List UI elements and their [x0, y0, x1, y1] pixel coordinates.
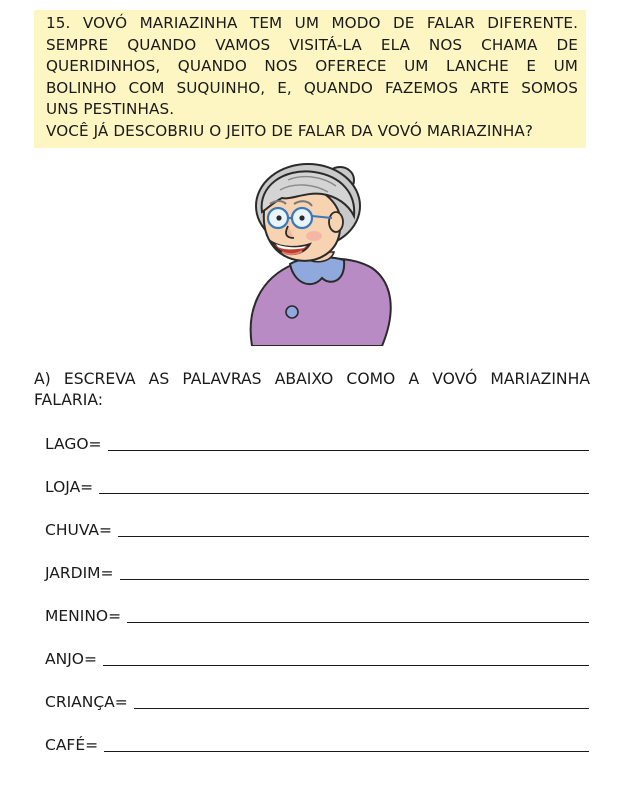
- word-row-chuva: [45, 516, 589, 540]
- instruction: [34, 369, 590, 411]
- answer-line[interactable]: [104, 750, 589, 752]
- word-row-anjo: [45, 645, 589, 669]
- dress-button: [286, 306, 298, 318]
- grandmother-illustration: [232, 160, 394, 346]
- answer-line[interactable]: [134, 707, 589, 709]
- word-label: JARDIM=: [45, 564, 114, 582]
- word-row-crianca: [45, 688, 589, 712]
- question-line-3: QUERIDINHOS, QUANDO NOS OFERECE UM LANCHE E UM: [46, 57, 578, 76]
- word-row-jardim: [45, 559, 589, 583]
- word-label: LAGO=: [45, 435, 102, 453]
- answer-line[interactable]: [108, 449, 589, 451]
- question-line-2: SEMPRE QUANDO VAMOS VISITÁ-LA ELA NOS CHAMA DE: [46, 35, 578, 54]
- word-label: LOJA=: [45, 478, 94, 496]
- question-line-5: UNS PESTINHAS.: [46, 100, 175, 119]
- instruction-line-1: A) ESCREVA AS PALAVRAS ABAIXO COMO A VOVÓ MARIAZINHA: [34, 370, 590, 388]
- word-label: CRIANÇA=: [45, 693, 128, 711]
- word-label: MENINO=: [45, 607, 122, 625]
- answer-line[interactable]: [118, 535, 589, 537]
- word-row-cafe: [45, 731, 589, 755]
- word-row-menino: [45, 602, 589, 626]
- word-row-lago: [45, 430, 589, 454]
- question-line-6: VOCÊ JÁ DESCOBRIU O JEITO DE FALAR DA VOVÓ MARIAZINHA?: [46, 121, 534, 140]
- answer-line[interactable]: [120, 578, 589, 580]
- answer-line[interactable]: [99, 492, 589, 494]
- question-line-4: BOLINHO COM SUQUINHO, E, QUANDO FAZEMOS ARTE SOMOS: [46, 78, 578, 97]
- word-row-loja: [45, 473, 589, 497]
- word-label: CHUVA=: [45, 521, 113, 539]
- word-label: ANJO=: [45, 650, 97, 668]
- question-box: [34, 10, 586, 148]
- word-label: CAFÉ=: [45, 736, 99, 754]
- question-line-1: 15. VOVÓ MARIAZINHA TEM UM MODO DE FALAR DIFERENTE.: [46, 14, 578, 32]
- answer-line[interactable]: [103, 664, 589, 666]
- answer-line[interactable]: [127, 621, 589, 623]
- instruction-line-2: FALARIA:: [34, 391, 103, 409]
